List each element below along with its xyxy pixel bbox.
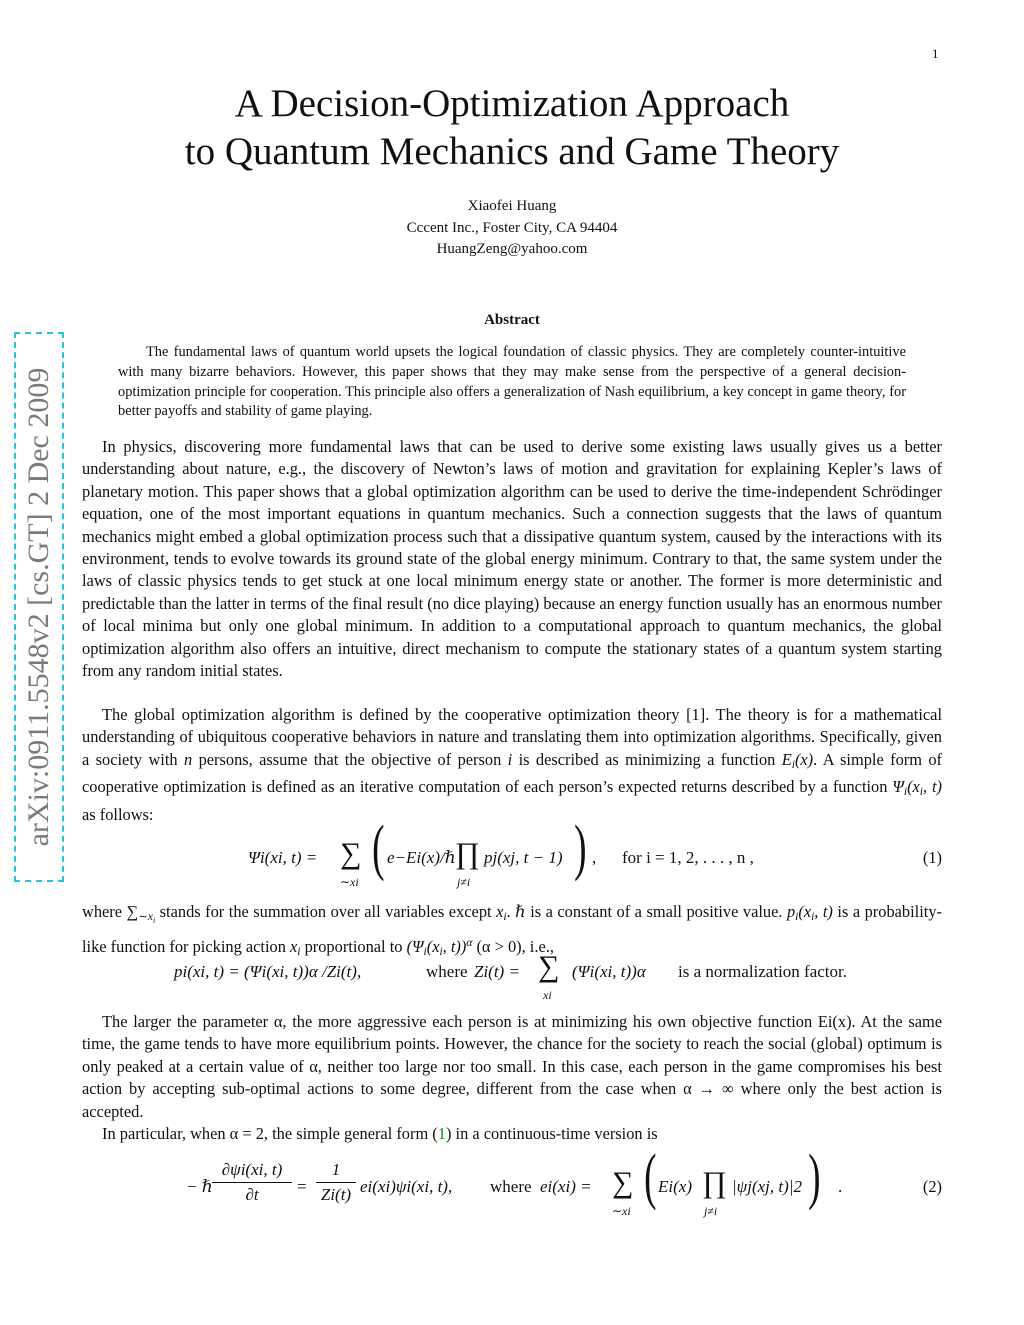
eq2-number: (2)	[922, 1177, 942, 1196]
eq2-e-def: ei(xi) =	[540, 1177, 592, 1196]
norm-sum-subscript: xi	[543, 988, 552, 1002]
eq2-rhs-term: ei(xi)ψi(xi, t),	[360, 1177, 453, 1196]
paper-title	[82, 80, 942, 176]
continuous-paragraph: In particular, when α = 2, the simple general form (1) in a continuous-time version is	[102, 1124, 658, 1143]
sum-symbol: ∑	[340, 837, 362, 870]
sum-symbol: ∑	[538, 950, 560, 983]
eq1-prod-subscript: j≠i	[457, 875, 471, 889]
norm-z: Zi(t) =	[474, 962, 520, 981]
author-block	[82, 196, 942, 261]
norm-lhs: pi(xi, t) = (Ψi(xi, t))α /Zi(t),	[174, 962, 362, 981]
equation-1: Ψi(xi, t) = ∑ ∼xi ( e−Ei(x)/ℏ ∏ j≠i pj(xj, t − 1) ) , for i = 1, 2, . . . , n , (1)	[248, 814, 942, 889]
norm-term: (Ψi(xi, t))α	[572, 962, 646, 981]
abstract-heading: Abstract	[484, 312, 540, 328]
eq2-where: where	[490, 1177, 532, 1196]
intro-paragraph: In physics, discovering more fundamental laws that can be used to derive some existing laws usually gives us a better understanding about nature, e.g., the discovery of Newton’s laws of motion and gravitation for explaining Kepler’s laws of planetary motion. This paper shows that a global optimization algorithm can be used to derive the time-independent Schrödinger equation, one of the most important equations in quantum mechanics. Such a connection suggests that the laws of quantum mechanics might embed a global optimization process such that a dissipative quantum system, caused by the interactions with its environment, tends to evolve towards its ground state of the global energy minimum. Contrary to that, the same system under the laws of classic physics tends to get stuck at one local minimum energy state or another. The former is more deterministic and predictable than the latter in terms of the final result (no dice playing) because an energy function usually has an enormous number of local minima but only one global minimum. In addition to a computational approach to quantum mechanics, the global optimization algorithm also offers an intuitive, direct mechanism to compute the stationary states of a quantum system starting from any random initial states.	[82, 437, 942, 681]
norm-where: where	[426, 962, 468, 981]
title-line-2: to Quantum Mechanics and Game Theory	[184, 130, 840, 173]
definition-paragraph: where $\sum_{\sim x_i}$ stands for the summation over all variables except $x_i$. ℏ is a constant of a small positive value. $p_i(x_i$, t) is a probability-like function for picking action $x_i$ proportional to ($\Psi_i(x_i$, t))$^\alpha$ (α > 0), i.e.,	[82, 902, 942, 959]
right-paren: )	[574, 814, 587, 882]
eq2-e-term: Ei(x)	[658, 1177, 692, 1196]
eq2-lhs-prefix: − ℏ	[186, 1177, 213, 1196]
product-symbol: ∏	[702, 1166, 727, 1199]
eq1-prod-term: pj(xj, t − 1)	[484, 848, 563, 867]
eq2-sum-subscript: ∼xi	[612, 1204, 631, 1218]
eq1-number: (1)	[922, 848, 942, 867]
page-number: 1	[932, 46, 939, 61]
title-line-1: A Decision-Optimization Approach	[234, 82, 790, 125]
eq1-condition: for i = 1, 2, . . . , n ,	[622, 848, 754, 867]
sum-symbol: ∑	[612, 1166, 634, 1199]
eq2-prod-subscript: j≠i	[704, 1204, 718, 1218]
equation-reference-link[interactable]: 1	[437, 1124, 446, 1143]
author-email[interactable]: HuangZeng@yahoo.com	[436, 241, 588, 257]
author-affiliation: Cccent Inc., Foster City, CA 94404	[406, 219, 618, 236]
eq2-rhs-fraction: $\frac{1}{Zi(t)}$	[316, 1160, 356, 1205]
eq1-lhs: Ψi(xi, t) =	[248, 848, 318, 867]
left-paren: (	[372, 814, 385, 882]
left-paren: (	[644, 1143, 657, 1211]
normalization-equation	[82, 950, 942, 1006]
equation-2: − ℏ $\frac{\partial\psi i(xi, t)}{\partial t}$ = $\frac{1}{Zi(t)}$ ei(xi)ψi(xi, t), where ei(xi) = ∑ ∼xi ( Ei(x) ∏ j≠i |ψj(xj, t)|2 ) . (2)	[186, 1143, 942, 1218]
author-name: Xiaofei Huang	[467, 198, 557, 214]
eq2-lhs-fraction: $\frac{\partial\psi i(xi, t)}{\partial t}$	[212, 1160, 292, 1205]
method-paragraph: The global optimization algorithm is defined by the cooperative optimization theory [1]. The theory is for a mathematical understanding of ubiquitous cooperative behaviors in nature and translating them into optimization algorithms. Specifically, given a society with n persons, assume that the objective of person i is described as minimizing a function $E_i(x)$. A simple form of cooperative optimization is defined as an iterative computation of each person’s expected returns described by a function $\Psi_i(x_i$, t) as follows:	[82, 705, 943, 824]
product-symbol: ∏	[455, 837, 480, 870]
eq2-prod-term: |ψj(xj, t)|2	[732, 1177, 802, 1196]
eq1-exp-term: e−Ei(x)/ℏ	[387, 848, 456, 867]
abstract-body: The fundamental laws of quantum world upsets the logical foundation of classic physics. They are completely counter-intuitive with many bizarre behaviors. However, this paper shows that they may make sense from the perspective of a general decision-optimization principle for cooperation. This principle also offers a generalization of Nash equilibrium, a key concept in game theory, for better payoffs and stability of game playing.	[118, 344, 906, 420]
arxiv-stamp[interactable]: arXiv:0911.5548v2 [cs.GT] 2 Dec 2009	[14, 332, 64, 882]
eq1-sum-subscript: ∼xi	[340, 875, 359, 889]
right-paren: )	[808, 1143, 821, 1211]
norm-tail: is a normalization factor.	[678, 962, 847, 981]
parameter-paragraph: The larger the parameter α, the more aggressive each person is at minimizing his own objective function Ei(x). At the same time, the game tends to have more equilibrium points. However, the chance for the society to reach the social (global) optimum is only peaked at a certain value of α, neither too large nor too small. In this case, each person in the game compromises his best action by accepting sub-optimal actions to some degree, different from the case when α → ∞ where only the best action is accepted.	[82, 1012, 942, 1121]
